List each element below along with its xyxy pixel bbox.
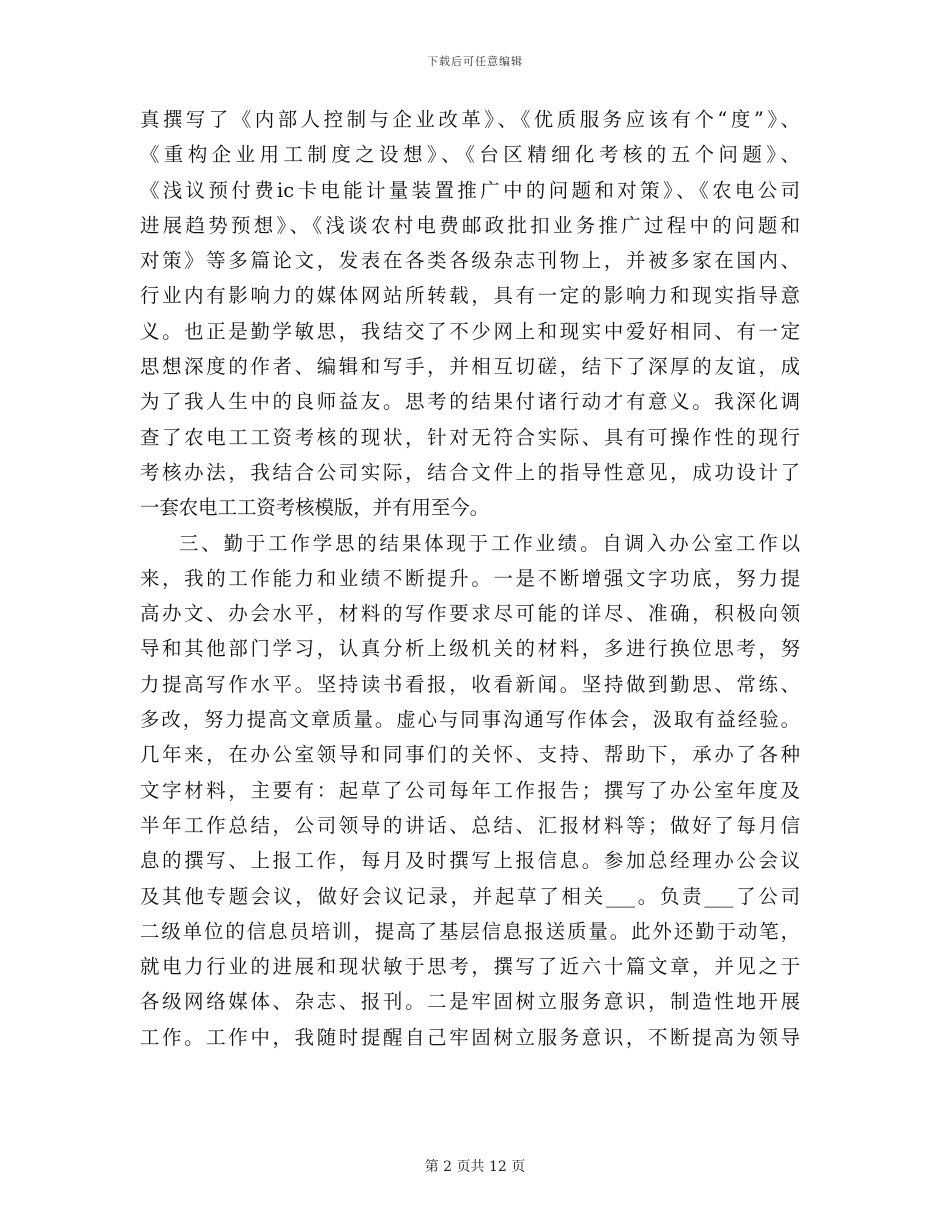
text-line: 及其他专题会议，做好会议记录，并起草了相关___。负责___了公司: [140, 884, 800, 908]
text-line: 几年来，在办公室领导和同事们的关怀、支持、帮助下，承办了各种: [140, 743, 800, 767]
text-line: 查了农电工工资考核的现状，针对无符合实际、具有可操作性的现行: [140, 425, 800, 449]
text-line: 息的撰写、上报工作，每月及时撰写上报信息。参加总经理办公会议: [140, 849, 800, 873]
text-line: 《重构企业用工制度之设想》、《台区精细化考核的五个问题》、: [140, 143, 800, 167]
text-line: 为了我人生中的良师益友。思考的结果付诸行动才有意义。我深化调: [140, 390, 800, 414]
text-line: 导和其他部门学习，认真分析上级机关的材料，多进行换位思考，努: [140, 637, 800, 661]
text-line: 思想深度的作者、编辑和写手，并相互切磋，结下了深厚的友谊，成: [140, 355, 800, 379]
document-body: [140, 102, 800, 1055]
text-line: 来，我的工作能力和业绩不断提升。一是不断增强文字功底，努力提: [140, 566, 800, 590]
text-line: 就电力行业的进展和现状敏于思考，撰写了近六十篇文章，并见之于: [140, 955, 800, 979]
text-line: 文字材料，主要有：起草了公司每年工作报告；撰写了办公室年度及: [140, 778, 800, 802]
text-line: 各级网络媒体、杂志、报刊。二是牢固树立服务意识，制造性地开展: [140, 990, 800, 1014]
text-line: 一套农电工工资考核模版，并有用至今。: [140, 496, 490, 520]
text-line: 真撰写了《内部人控制与企业改革》、《优质服务应该有个“度”》、: [140, 108, 800, 131]
paragraph-start-line: 三、勤于工作学思的结果体现于工作业绩。自调入办公室工作以: [179, 531, 800, 555]
page-header: 下载后可任意编辑: [427, 55, 523, 68]
text-line: 义。也正是勤学敏思，我结交了不少网上和现实中爱好相同、有一定: [140, 319, 800, 343]
text-line: 对策》等多篇论文，发表在各类各级杂志刊物上，并被多家在国内、: [140, 249, 800, 273]
text-line: 考核办法，我结合公司实际，结合文件上的指导性意见，成功设计了: [140, 460, 800, 484]
text-line: 《浅议预付费ic卡电能计量装置推广中的问题和对策》、《农电公司: [140, 178, 800, 202]
text-line: 多改，努力提高文章质量。虚心与同事沟通写作体会，汲取有益经验。: [140, 708, 800, 732]
page-number-footer: 第 2 页共 12 页: [424, 1159, 526, 1175]
text-line: 行业内有影响力的媒体网站所转载，具有一定的影响力和现实指导意: [140, 284, 800, 308]
text-line: 二级单位的信息员培训，提高了基层信息报送质量。此外还勤于动笔，: [140, 919, 800, 943]
text-line: 高办文、办会水平，材料的写作要求尽可能的详尽、准确，积极向领: [140, 602, 800, 626]
text-line: 半年工作总结，公司领导的讲话、总结、汇报材料等；做好了每月信: [140, 813, 800, 837]
text-line: 工作。工作中，我随时提醒自己牢固树立服务意识，不断提高为领导: [140, 1025, 800, 1049]
text-line: 力提高写作水平。坚持读书看报，收看新闻。坚持做到勤思、常练、: [140, 672, 800, 696]
text-line: 进展趋势预想》、《浅谈农村电费邮政批扣业务推广过程中的问题和: [140, 213, 800, 237]
